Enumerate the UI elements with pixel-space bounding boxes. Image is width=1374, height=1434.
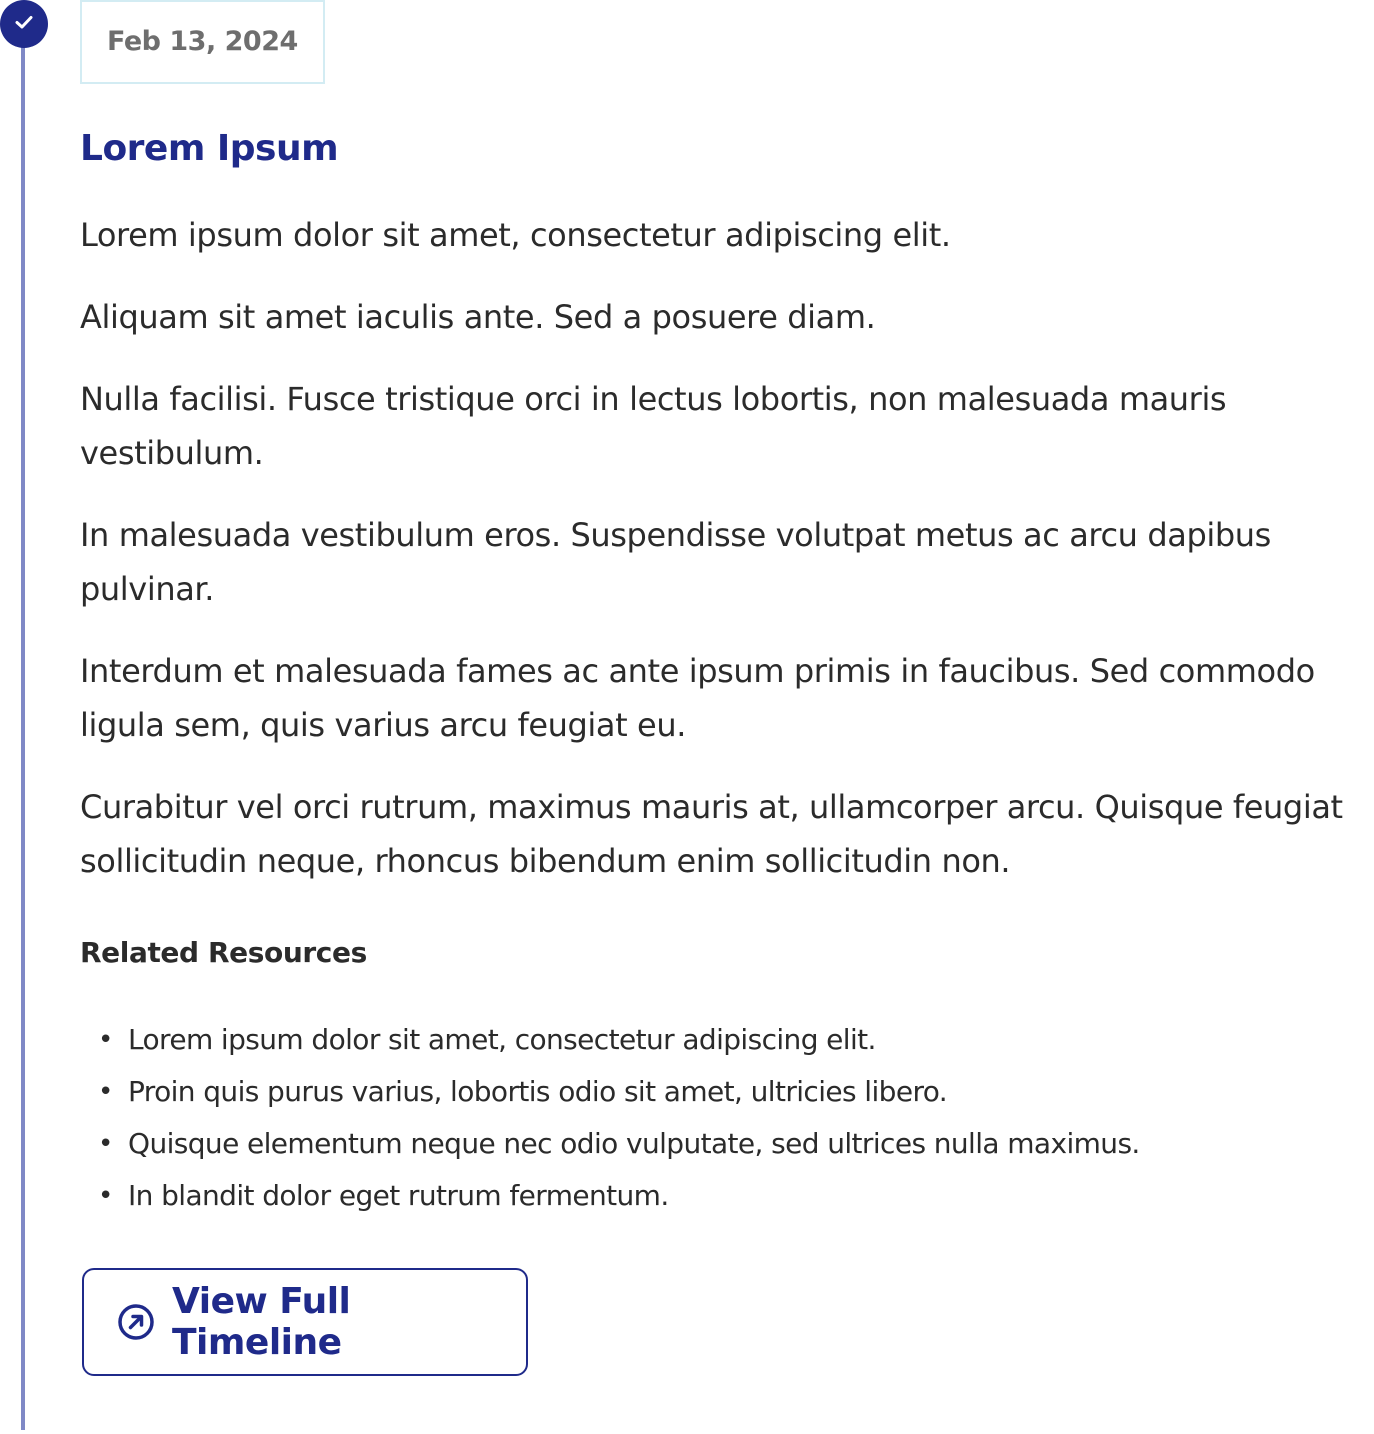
bullet: • <box>98 1025 113 1055</box>
list-item <box>80 1118 1360 1170</box>
arrow-up-right-circle-icon <box>116 1302 156 1342</box>
entry-paragraph: Nulla facilisi. Fusce tristique orci in lectus lobortis, non malesuada mauris vestibulum. <box>80 380 1227 472</box>
entry-paragraph: Aliquam sit amet iaculis ante. Sed a posuere diam. <box>80 298 876 336</box>
related-resources-list <box>80 1014 1360 1222</box>
timeline-entry <box>80 0 1360 1376</box>
view-full-timeline-label: View Full Timeline <box>172 1281 351 1363</box>
date-tag: Feb 13, 2024 <box>80 0 325 84</box>
list-item-text: Proin quis purus varius, lobortis odio sit amet, ultricies libero. <box>128 1075 948 1108</box>
list-item-text: Quisque elementum neque nec odio vulputate, sed ultrices nulla maximus. <box>128 1127 1140 1160</box>
view-full-timeline-button[interactable] <box>82 1268 528 1376</box>
bullet: • <box>98 1181 113 1211</box>
list-item <box>80 1170 1360 1222</box>
timeline-rail <box>21 40 25 1430</box>
related-resources-heading: Related Resources <box>80 936 367 969</box>
list-item <box>80 1066 1360 1118</box>
timeline-marker <box>0 0 48 48</box>
list-item <box>80 1014 1360 1066</box>
list-item-text: Lorem ipsum dolor sit amet, consectetur adipiscing elit. <box>128 1023 876 1056</box>
bullet: • <box>98 1077 113 1107</box>
check-icon <box>13 11 35 37</box>
list-item-text: In blandit dolor eget rutrum fermentum. <box>128 1179 669 1212</box>
entry-paragraph: In malesuada vestibulum eros. Suspendisse volutpat metus ac arcu dapibus pulvinar. <box>80 516 1271 608</box>
entry-paragraph: Interdum et malesuada fames ac ante ipsum primis in faucibus. Sed commodo ligula sem, quis varius arcu feugiat eu. <box>80 652 1315 744</box>
entry-paragraph: Lorem ipsum dolor sit amet, consectetur adipiscing elit. <box>80 216 951 254</box>
entry-title: Lorem Ipsum <box>80 128 339 169</box>
bullet: • <box>98 1129 113 1159</box>
entry-paragraph: Curabitur vel orci rutrum, maximus mauris at, ullamcorper arcu. Quisque feugiat sollicitudin neque, rhoncus bibendum enim sollicitudin non. <box>80 788 1343 880</box>
